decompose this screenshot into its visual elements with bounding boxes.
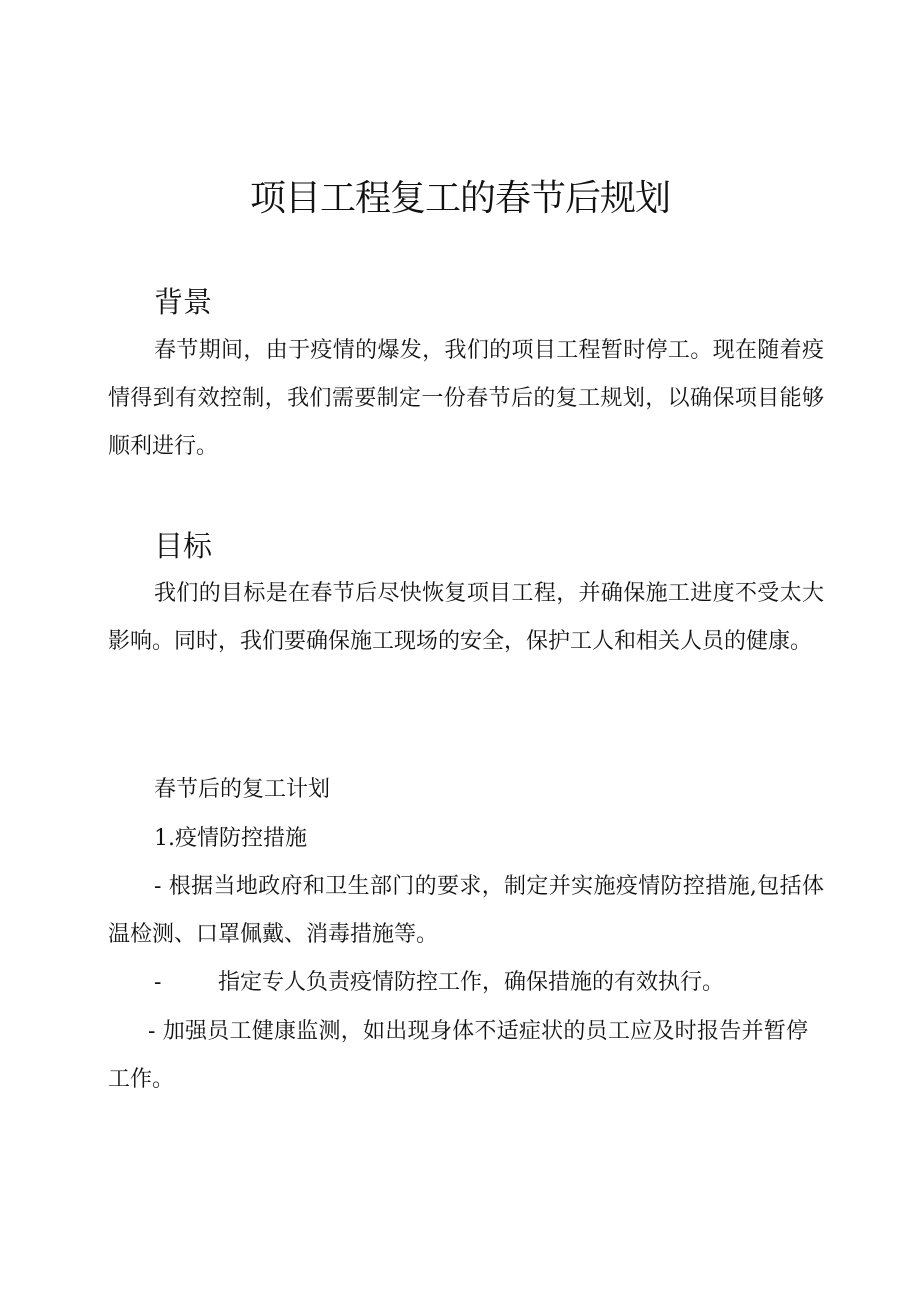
bullet-dash: - bbox=[154, 970, 162, 995]
document-title: 项目工程复工的春节后规划 bbox=[249, 178, 670, 219]
section-body-goal: 我们的目标是在春节后尽快恢复项目工程，并确保施工进度不受太大影响。同时，我们要确保施工现场的安全，保护工人和相关人员的健康。 bbox=[108, 581, 824, 654]
section-heading-background: 背景 bbox=[154, 285, 213, 319]
plan-heading: 春节后的复工计划 bbox=[154, 777, 331, 802]
plan-bullet-2 bbox=[154, 959, 724, 1007]
plan-item-title: 1.疫情防控措施 bbox=[154, 826, 307, 851]
plan-bullet-2-text: 指定专人负责疫情防控工作，确保措施的有效执行。 bbox=[218, 970, 725, 995]
plan-bullet-1: - 根据当地政府和卫生部门的要求，制定并实施疫情防控措施,包括体温检测、口罩佩戴、消毒措施等。 bbox=[108, 874, 824, 947]
plan-bullet-3: - 加强员工健康监测，如出现身体不适症状的员工应及时报告并暂停工作。 bbox=[108, 1019, 808, 1092]
section-heading-goal: 目标 bbox=[154, 529, 213, 563]
section-body-background: 春节期间，由于疫情的爆发，我们的项目工程暂时停工。现在随着疫情得到有效控制，我们需要制定一份春节后的复工规划，以确保项目能够顺利进行。 bbox=[108, 338, 824, 459]
